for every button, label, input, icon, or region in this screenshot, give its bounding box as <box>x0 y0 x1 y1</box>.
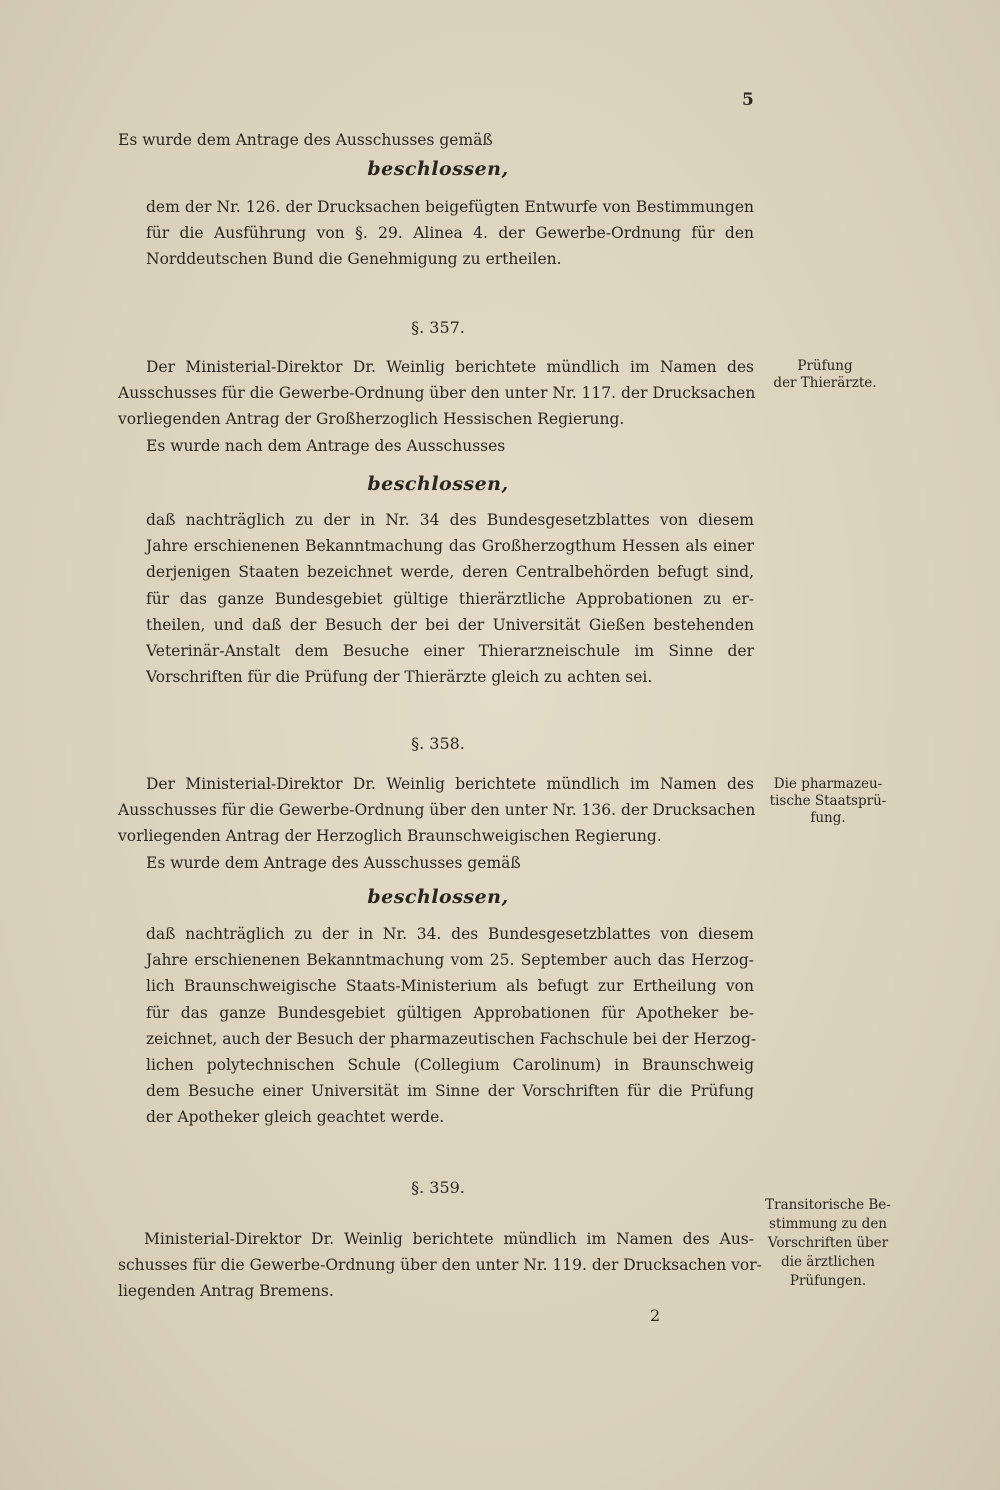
margin-note-line: stimmung zu den <box>768 1216 888 1232</box>
section-357-report <box>118 354 754 459</box>
resolution-1-line: für die Ausführung von §. 29. Alinea 4. der Gewerbe-Ordnung für den <box>146 224 754 243</box>
margin-note-line: Prüfung <box>797 358 853 374</box>
report-line: Der Ministerial-Direktor Dr. Weinlig berichtete mündlich im Namen des <box>146 775 754 793</box>
resolution-line: für das ganze Bundesgebiet gültigen Approbationen für Apotheker be- <box>146 1003 754 1022</box>
report-line: liegenden Antrag Bremens. <box>118 1282 334 1301</box>
resolution-line: daß nachträglich zu der in Nr. 34 des Bundesgesetzblattes von diesem <box>146 511 754 529</box>
report-line: schusses für die Gewerbe-Ordnung über den unter Nr. 119. der Drucksachen vor- <box>118 1256 762 1275</box>
resolution-line: lich Braunschweigische Staats-Ministerium als befugt zur Ertheilung von <box>146 977 754 996</box>
report-line: Es wurde nach dem Antrage des Ausschusses <box>146 436 506 455</box>
resolution-line: Jahre erschienenen Bekanntmachung vom 25. September auch das Herzog- <box>146 951 754 970</box>
section-357-title: §. 357. <box>411 318 465 337</box>
resolution-line: dem Besuche einer Universität im Sinne der Vorschriften für die Prüfung <box>146 1082 754 1101</box>
resolution-1-line: dem der Nr. 126. der Drucksachen beigefügten Entwurfe von Bestimmungen <box>146 198 754 216</box>
page-number: 5 <box>742 90 754 110</box>
resolution-line: zeichnet, auch der Besuch der pharmazeutischen Fachschule bei der Herzog- <box>146 1029 757 1048</box>
section-357-resolution <box>146 507 754 690</box>
margin-note-line: Vorschriften über <box>767 1235 889 1251</box>
resolution-line: der Apotheker gleich geachtet werde. <box>146 1108 445 1127</box>
report-line: Der Ministerial-Direktor Dr. Weinlig berichtete mündlich im Namen des <box>146 358 754 376</box>
signature-number: 2 <box>650 1306 661 1325</box>
heading-beschlossen-1: beschlossen, <box>367 158 509 180</box>
margin-note-line: tische Staatsprü- <box>769 793 887 809</box>
report-line: vorliegenden Antrag der Großherzoglich Hessischen Regierung. <box>118 410 625 429</box>
report-line: Es wurde dem Antrage des Ausschusses gemäß <box>146 853 521 872</box>
margin-note-line: Prüfungen. <box>789 1273 867 1289</box>
report-line: vorliegenden Antrag der Herzoglich Braunschweigischen Regierung. <box>118 827 662 846</box>
heading-beschlossen-357: beschlossen, <box>367 473 509 495</box>
margin-note-line: die ärztlichen <box>781 1254 875 1270</box>
margin-note-359 <box>760 1196 896 1291</box>
section-359-report <box>118 1226 762 1305</box>
intro-line: Es wurde dem Antrage des Ausschusses gemäß <box>118 131 493 149</box>
resolution-line: lichen polytechnischen Schule (Collegium Carolinum) in Braunschweig <box>146 1055 754 1074</box>
report-line: Ausschusses für die Gewerbe-Ordnung über den unter Nr. 136. der Drucksachen <box>118 801 756 820</box>
resolution-1 <box>146 194 754 273</box>
resolution-line: derjenigen Staaten bezeichnet werde, deren Centralbehörden befugt sind, <box>146 563 754 582</box>
section-358-report <box>118 771 754 876</box>
resolution-line: theilen, und daß der Besuch der bei der Universität Gießen bestehenden <box>146 615 754 634</box>
margin-note-357 <box>762 358 888 392</box>
resolution-line: Vorschriften für die Prüfung der Thierärzte gleich zu achten sei. <box>146 668 653 687</box>
resolution-1-line: Norddeutschen Bund die Genehmigung zu ertheilen. <box>146 250 562 269</box>
resolution-line: Jahre erschienenen Bekanntmachung das Großherzogthum Hessen als einer <box>146 537 754 556</box>
margin-note-line: fung. <box>810 810 846 826</box>
intro-text <box>118 127 754 153</box>
margin-note-line: Die pharmazeu- <box>773 776 883 792</box>
section-358-title: §. 358. <box>411 734 465 753</box>
heading-beschlossen-358: beschlossen, <box>367 886 509 908</box>
report-line: Ministerial-Direktor Dr. Weinlig berichtete mündlich im Namen des Aus- <box>144 1230 754 1248</box>
section-359-title: §. 359. <box>411 1178 465 1197</box>
report-line: Ausschusses für die Gewerbe-Ordnung über den unter Nr. 117. der Drucksachen <box>118 384 756 403</box>
margin-note-line: der Thierärzte. <box>773 375 877 391</box>
resolution-line: für das ganze Bundesgebiet gültige thierärztliche Approbationen zu er- <box>146 589 754 608</box>
resolution-line: daß nachträglich zu der in Nr. 34. des Bundesgesetzblattes von diesem <box>146 925 754 943</box>
resolution-line: Veterinär-Anstalt dem Besuche einer Thierarzneischule im Sinne der <box>146 641 754 660</box>
margin-note-358 <box>762 776 894 827</box>
section-358-resolution <box>146 921 757 1131</box>
margin-note-line: Transitorische Be- <box>765 1197 891 1213</box>
